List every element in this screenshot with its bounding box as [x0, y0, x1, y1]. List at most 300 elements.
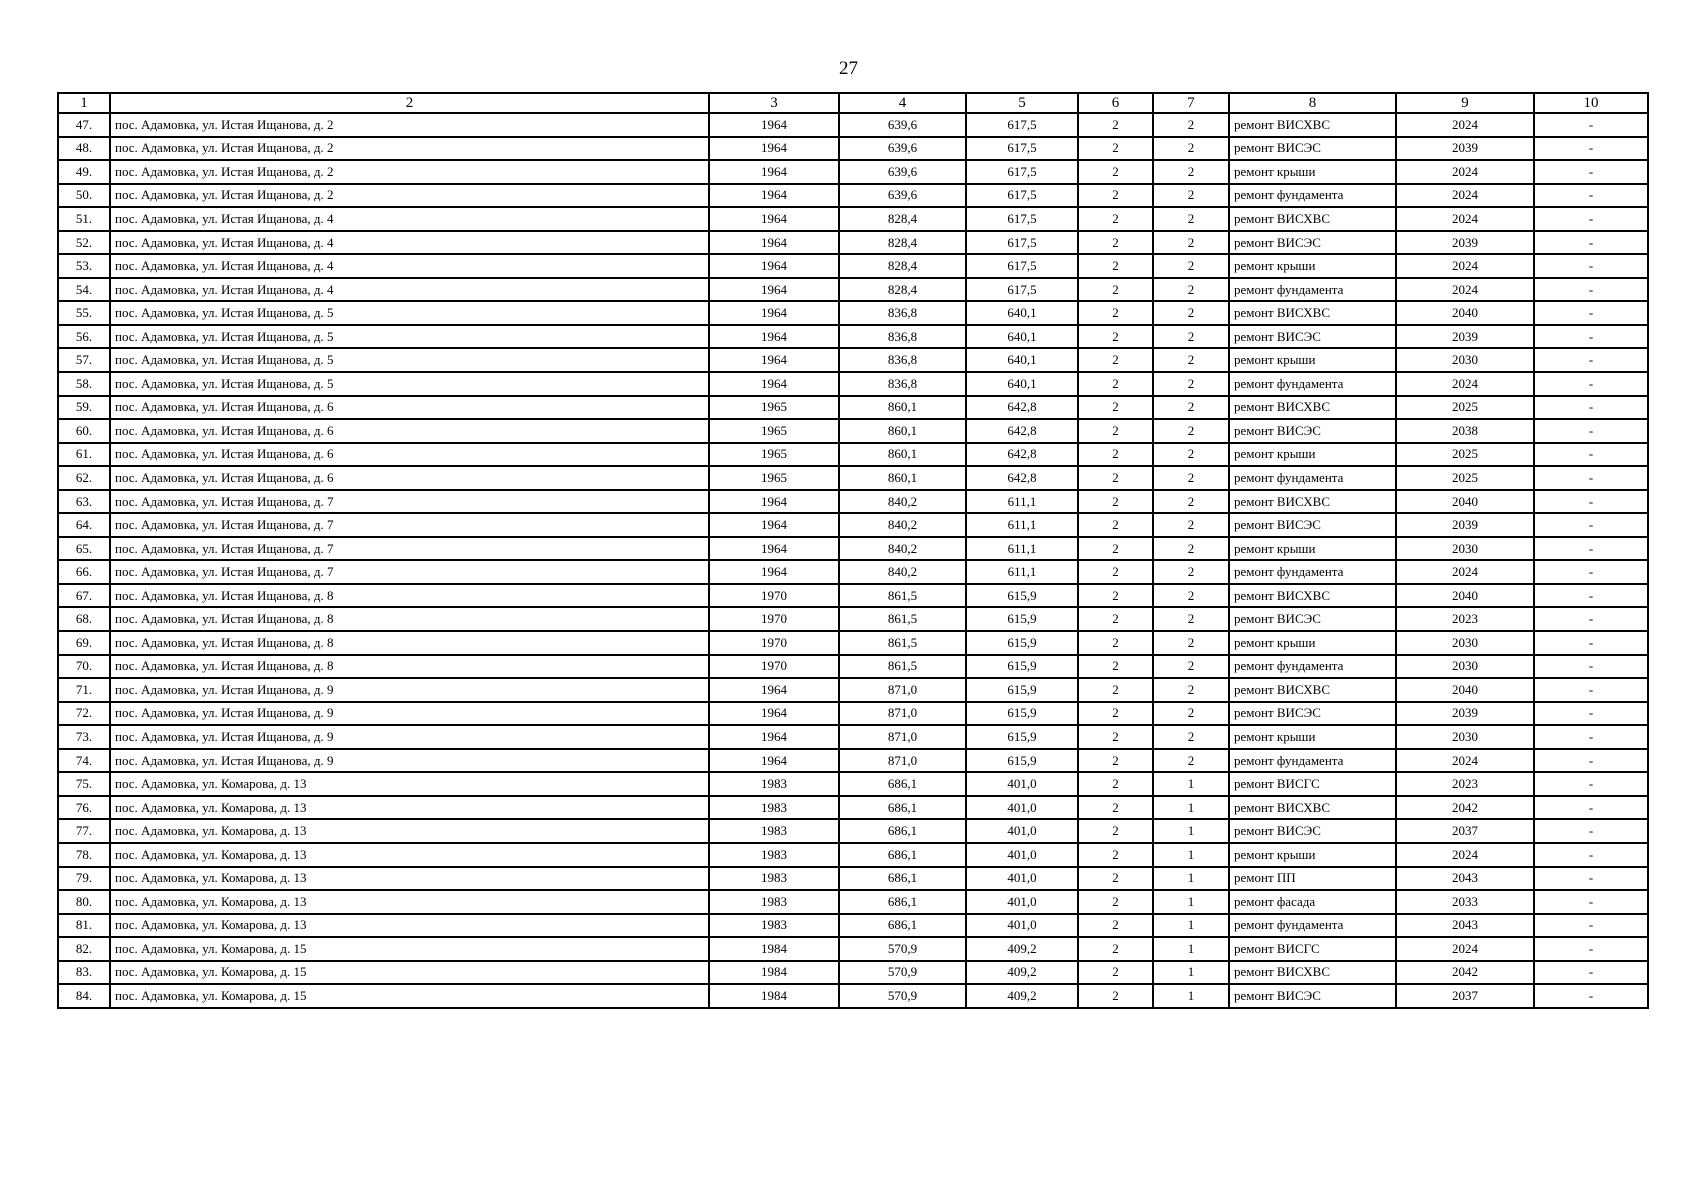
total-area-cell: 871,0	[839, 725, 966, 749]
entrances-cell: 2	[1153, 466, 1229, 490]
table-row	[58, 348, 1648, 372]
work-type-cell: ремонт крыши	[1229, 443, 1396, 467]
row-number-cell: 49.	[58, 160, 110, 184]
total-area-cell: 686,1	[839, 843, 966, 867]
floors-cell: 2	[1078, 184, 1153, 208]
column-header-9: 9	[1396, 93, 1534, 113]
note-cell: -	[1534, 254, 1648, 278]
table-row	[58, 325, 1648, 349]
note-cell: -	[1534, 513, 1648, 537]
table-row	[58, 702, 1648, 726]
note-cell: -	[1534, 796, 1648, 820]
living-area-cell: 615,9	[966, 702, 1078, 726]
living-area-cell: 401,0	[966, 843, 1078, 867]
note-cell: -	[1534, 207, 1648, 231]
living-area-cell: 615,9	[966, 678, 1078, 702]
total-area-cell: 836,8	[839, 348, 966, 372]
total-area-cell: 840,2	[839, 537, 966, 561]
row-number-cell: 55.	[58, 301, 110, 325]
entrances-cell: 2	[1153, 254, 1229, 278]
work-type-cell: ремонт ВИСЭС	[1229, 984, 1396, 1008]
living-area-cell: 615,9	[966, 607, 1078, 631]
planned-year-cell: 2024	[1396, 372, 1534, 396]
living-area-cell: 615,9	[966, 584, 1078, 608]
floors-cell: 2	[1078, 254, 1153, 278]
floors-cell: 2	[1078, 560, 1153, 584]
work-type-cell: ремонт крыши	[1229, 160, 1396, 184]
living-area-cell: 617,5	[966, 207, 1078, 231]
work-type-cell: ремонт ВИСЭС	[1229, 819, 1396, 843]
address-cell: пос. Адамовка, ул. Истая Ищанова, д. 8	[110, 631, 709, 655]
floors-cell: 2	[1078, 819, 1153, 843]
build-year-cell: 1970	[709, 607, 839, 631]
planned-year-cell: 2039	[1396, 325, 1534, 349]
column-header-3: 3	[709, 93, 839, 113]
build-year-cell: 1964	[709, 207, 839, 231]
table-row	[58, 843, 1648, 867]
planned-year-cell: 2025	[1396, 466, 1534, 490]
work-type-cell: ремонт ВИСХВС	[1229, 961, 1396, 985]
work-type-cell: ремонт ПП	[1229, 867, 1396, 891]
build-year-cell: 1964	[709, 254, 839, 278]
total-area-cell: 860,1	[839, 466, 966, 490]
planned-year-cell: 2040	[1396, 678, 1534, 702]
column-header-2: 2	[110, 93, 709, 113]
address-cell: пос. Адамовка, ул. Комарова, д. 13	[110, 796, 709, 820]
floors-cell: 2	[1078, 678, 1153, 702]
total-area-cell: 871,0	[839, 678, 966, 702]
living-area-cell: 642,8	[966, 443, 1078, 467]
entrances-cell: 1	[1153, 914, 1229, 938]
living-area-cell: 617,5	[966, 113, 1078, 137]
table-row	[58, 796, 1648, 820]
address-cell: пос. Адамовка, ул. Комарова, д. 15	[110, 961, 709, 985]
entrances-cell: 2	[1153, 301, 1229, 325]
entrances-cell: 1	[1153, 843, 1229, 867]
row-number-cell: 71.	[58, 678, 110, 702]
total-area-cell: 686,1	[839, 914, 966, 938]
table-row	[58, 607, 1648, 631]
work-type-cell: ремонт крыши	[1229, 631, 1396, 655]
page-number: 27	[839, 58, 858, 79]
build-year-cell: 1983	[709, 867, 839, 891]
work-type-cell: ремонт фасада	[1229, 890, 1396, 914]
total-area-cell: 836,8	[839, 301, 966, 325]
planned-year-cell: 2033	[1396, 890, 1534, 914]
row-number-cell: 80.	[58, 890, 110, 914]
total-area-cell: 840,2	[839, 560, 966, 584]
entrances-cell: 2	[1153, 513, 1229, 537]
row-number-cell: 84.	[58, 984, 110, 1008]
row-number-cell: 58.	[58, 372, 110, 396]
table-row	[58, 914, 1648, 938]
note-cell: -	[1534, 655, 1648, 679]
work-type-cell: ремонт ВИСХВС	[1229, 678, 1396, 702]
total-area-cell: 836,8	[839, 372, 966, 396]
work-type-cell: ремонт ВИСХВС	[1229, 396, 1396, 420]
address-cell: пос. Адамовка, ул. Истая Ищанова, д. 7	[110, 513, 709, 537]
floors-cell: 2	[1078, 207, 1153, 231]
note-cell: -	[1534, 678, 1648, 702]
build-year-cell: 1983	[709, 772, 839, 796]
work-type-cell: ремонт ВИСЭС	[1229, 325, 1396, 349]
work-type-cell: ремонт ВИСХВС	[1229, 584, 1396, 608]
row-number-cell: 57.	[58, 348, 110, 372]
work-type-cell: ремонт ВИСГС	[1229, 772, 1396, 796]
column-header-4: 4	[839, 93, 966, 113]
row-number-cell: 59.	[58, 396, 110, 420]
build-year-cell: 1964	[709, 348, 839, 372]
table-row	[58, 725, 1648, 749]
note-cell: -	[1534, 184, 1648, 208]
entrances-cell: 2	[1153, 325, 1229, 349]
note-cell: -	[1534, 914, 1648, 938]
total-area-cell: 639,6	[839, 113, 966, 137]
note-cell: -	[1534, 419, 1648, 443]
build-year-cell: 1984	[709, 937, 839, 961]
note-cell: -	[1534, 466, 1648, 490]
table-row	[58, 890, 1648, 914]
row-number-cell: 81.	[58, 914, 110, 938]
floors-cell: 2	[1078, 914, 1153, 938]
floors-cell: 2	[1078, 348, 1153, 372]
planned-year-cell: 2024	[1396, 113, 1534, 137]
planned-year-cell: 2030	[1396, 348, 1534, 372]
planned-year-cell: 2030	[1396, 655, 1534, 679]
entrances-cell: 2	[1153, 678, 1229, 702]
floors-cell: 2	[1078, 513, 1153, 537]
planned-year-cell: 2023	[1396, 607, 1534, 631]
entrances-cell: 2	[1153, 348, 1229, 372]
address-cell: пос. Адамовка, ул. Истая Ищанова, д. 9	[110, 749, 709, 773]
note-cell: -	[1534, 325, 1648, 349]
note-cell: -	[1534, 984, 1648, 1008]
total-area-cell: 686,1	[839, 772, 966, 796]
living-area-cell: 611,1	[966, 560, 1078, 584]
address-cell: пос. Адамовка, ул. Истая Ищанова, д. 5	[110, 325, 709, 349]
address-cell: пос. Адамовка, ул. Истая Ищанова, д. 2	[110, 137, 709, 161]
living-area-cell: 640,1	[966, 348, 1078, 372]
total-area-cell: 840,2	[839, 490, 966, 514]
address-cell: пос. Адамовка, ул. Истая Ищанова, д. 4	[110, 207, 709, 231]
planned-year-cell: 2024	[1396, 160, 1534, 184]
total-area-cell: 570,9	[839, 937, 966, 961]
row-number-cell: 64.	[58, 513, 110, 537]
floors-cell: 2	[1078, 772, 1153, 796]
note-cell: -	[1534, 278, 1648, 302]
work-type-cell: ремонт ВИСХВС	[1229, 301, 1396, 325]
table-row	[58, 984, 1648, 1008]
floors-cell: 2	[1078, 490, 1153, 514]
build-year-cell: 1964	[709, 725, 839, 749]
entrances-cell: 2	[1153, 537, 1229, 561]
floors-cell: 2	[1078, 725, 1153, 749]
table-row	[58, 655, 1648, 679]
address-cell: пос. Адамовка, ул. Истая Ищанова, д. 8	[110, 584, 709, 608]
floors-cell: 2	[1078, 396, 1153, 420]
note-cell: -	[1534, 867, 1648, 891]
address-cell: пос. Адамовка, ул. Истая Ищанова, д. 7	[110, 490, 709, 514]
address-cell: пос. Адамовка, ул. Комарова, д. 13	[110, 914, 709, 938]
entrances-cell: 2	[1153, 655, 1229, 679]
work-type-cell: ремонт ВИСЭС	[1229, 702, 1396, 726]
total-area-cell: 828,4	[839, 207, 966, 231]
total-area-cell: 861,5	[839, 607, 966, 631]
table-row	[58, 254, 1648, 278]
build-year-cell: 1983	[709, 843, 839, 867]
build-year-cell: 1970	[709, 584, 839, 608]
note-cell: -	[1534, 490, 1648, 514]
build-year-cell: 1964	[709, 702, 839, 726]
table-row	[58, 160, 1648, 184]
row-number-cell: 48.	[58, 137, 110, 161]
floors-cell: 2	[1078, 631, 1153, 655]
planned-year-cell: 2024	[1396, 749, 1534, 773]
column-number-header-row	[58, 93, 1648, 113]
table-row	[58, 137, 1648, 161]
build-year-cell: 1970	[709, 655, 839, 679]
column-header-6: 6	[1078, 93, 1153, 113]
row-number-cell: 67.	[58, 584, 110, 608]
row-number-cell: 75.	[58, 772, 110, 796]
note-cell: -	[1534, 160, 1648, 184]
entrances-cell: 2	[1153, 631, 1229, 655]
address-cell: пос. Адамовка, ул. Истая Ищанова, д. 2	[110, 113, 709, 137]
work-type-cell: ремонт ВИСХВС	[1229, 113, 1396, 137]
entrances-cell: 2	[1153, 607, 1229, 631]
build-year-cell: 1970	[709, 631, 839, 655]
build-year-cell: 1964	[709, 537, 839, 561]
build-year-cell: 1964	[709, 231, 839, 255]
table-row	[58, 961, 1648, 985]
living-area-cell: 401,0	[966, 796, 1078, 820]
row-number-cell: 62.	[58, 466, 110, 490]
address-cell: пос. Адамовка, ул. Комарова, д. 15	[110, 937, 709, 961]
work-type-cell: ремонт фундамента	[1229, 278, 1396, 302]
entrances-cell: 2	[1153, 702, 1229, 726]
address-cell: пос. Адамовка, ул. Истая Ищанова, д. 7	[110, 560, 709, 584]
work-type-cell: ремонт ВИСХВС	[1229, 490, 1396, 514]
total-area-cell: 828,4	[839, 278, 966, 302]
build-year-cell: 1965	[709, 396, 839, 420]
living-area-cell: 617,5	[966, 160, 1078, 184]
work-type-cell: ремонт фундамента	[1229, 560, 1396, 584]
note-cell: -	[1534, 348, 1648, 372]
row-number-cell: 66.	[58, 560, 110, 584]
column-header-5: 5	[966, 93, 1078, 113]
row-number-cell: 70.	[58, 655, 110, 679]
entrances-cell: 1	[1153, 772, 1229, 796]
table-row	[58, 207, 1648, 231]
floors-cell: 2	[1078, 984, 1153, 1008]
living-area-cell: 617,5	[966, 254, 1078, 278]
table-row	[58, 867, 1648, 891]
entrances-cell: 2	[1153, 419, 1229, 443]
planned-year-cell: 2024	[1396, 560, 1534, 584]
note-cell: -	[1534, 937, 1648, 961]
total-area-cell: 871,0	[839, 702, 966, 726]
address-cell: пос. Адамовка, ул. Истая Ищанова, д. 5	[110, 301, 709, 325]
planned-year-cell: 2024	[1396, 254, 1534, 278]
work-type-cell: ремонт крыши	[1229, 254, 1396, 278]
table-row	[58, 749, 1648, 773]
build-year-cell: 1964	[709, 184, 839, 208]
total-area-cell: 840,2	[839, 513, 966, 537]
note-cell: -	[1534, 443, 1648, 467]
table-row	[58, 113, 1648, 137]
living-area-cell: 409,2	[966, 937, 1078, 961]
work-type-cell: ремонт ВИСЭС	[1229, 419, 1396, 443]
entrances-cell: 2	[1153, 443, 1229, 467]
build-year-cell: 1964	[709, 301, 839, 325]
total-area-cell: 686,1	[839, 867, 966, 891]
table-row	[58, 560, 1648, 584]
address-cell: пос. Адамовка, ул. Комарова, д. 13	[110, 890, 709, 914]
floors-cell: 2	[1078, 843, 1153, 867]
address-cell: пос. Адамовка, ул. Комарова, д. 13	[110, 819, 709, 843]
build-year-cell: 1983	[709, 914, 839, 938]
floors-cell: 2	[1078, 890, 1153, 914]
living-area-cell: 617,5	[966, 184, 1078, 208]
build-year-cell: 1964	[709, 560, 839, 584]
living-area-cell: 615,9	[966, 631, 1078, 655]
entrances-cell: 2	[1153, 207, 1229, 231]
entrances-cell: 2	[1153, 396, 1229, 420]
work-type-cell: ремонт крыши	[1229, 348, 1396, 372]
build-year-cell: 1964	[709, 113, 839, 137]
planned-year-cell: 2025	[1396, 396, 1534, 420]
entrances-cell: 1	[1153, 890, 1229, 914]
total-area-cell: 861,5	[839, 584, 966, 608]
address-cell: пос. Адамовка, ул. Истая Ищанова, д. 5	[110, 372, 709, 396]
total-area-cell: 686,1	[839, 890, 966, 914]
table-row	[58, 419, 1648, 443]
note-cell: -	[1534, 137, 1648, 161]
row-number-cell: 47.	[58, 113, 110, 137]
entrances-cell: 1	[1153, 984, 1229, 1008]
row-number-cell: 78.	[58, 843, 110, 867]
work-type-cell: ремонт фундамента	[1229, 184, 1396, 208]
planned-year-cell: 2042	[1396, 796, 1534, 820]
living-area-cell: 401,0	[966, 867, 1078, 891]
entrances-cell: 2	[1153, 184, 1229, 208]
planned-year-cell: 2039	[1396, 231, 1534, 255]
living-area-cell: 642,8	[966, 419, 1078, 443]
note-cell: -	[1534, 819, 1648, 843]
note-cell: -	[1534, 843, 1648, 867]
build-year-cell: 1984	[709, 961, 839, 985]
living-area-cell: 640,1	[966, 301, 1078, 325]
floors-cell: 2	[1078, 466, 1153, 490]
build-year-cell: 1964	[709, 137, 839, 161]
table-row	[58, 443, 1648, 467]
planned-year-cell: 2039	[1396, 137, 1534, 161]
entrances-cell: 2	[1153, 160, 1229, 184]
build-year-cell: 1984	[709, 984, 839, 1008]
entrances-cell: 2	[1153, 490, 1229, 514]
floors-cell: 2	[1078, 419, 1153, 443]
planned-year-cell: 2038	[1396, 419, 1534, 443]
work-type-cell: ремонт ВИСЭС	[1229, 607, 1396, 631]
note-cell: -	[1534, 113, 1648, 137]
floors-cell: 2	[1078, 325, 1153, 349]
build-year-cell: 1983	[709, 890, 839, 914]
entrances-cell: 1	[1153, 937, 1229, 961]
total-area-cell: 570,9	[839, 961, 966, 985]
living-area-cell: 409,2	[966, 984, 1078, 1008]
work-type-cell: ремонт фундамента	[1229, 749, 1396, 773]
build-year-cell: 1964	[709, 372, 839, 396]
row-number-cell: 63.	[58, 490, 110, 514]
entrances-cell: 2	[1153, 137, 1229, 161]
work-type-cell: ремонт ВИСХВС	[1229, 207, 1396, 231]
address-cell: пос. Адамовка, ул. Истая Ищанова, д. 6	[110, 443, 709, 467]
table-row	[58, 537, 1648, 561]
address-cell: пос. Адамовка, ул. Истая Ищанова, д. 8	[110, 655, 709, 679]
living-area-cell: 409,2	[966, 961, 1078, 985]
address-cell: пос. Адамовка, ул. Истая Ищанова, д. 2	[110, 160, 709, 184]
build-year-cell: 1964	[709, 678, 839, 702]
total-area-cell: 836,8	[839, 325, 966, 349]
living-area-cell: 611,1	[966, 490, 1078, 514]
floors-cell: 2	[1078, 702, 1153, 726]
table-row	[58, 301, 1648, 325]
living-area-cell: 642,8	[966, 466, 1078, 490]
work-type-cell: ремонт фундамента	[1229, 914, 1396, 938]
build-year-cell: 1964	[709, 325, 839, 349]
build-year-cell: 1964	[709, 160, 839, 184]
table-row	[58, 466, 1648, 490]
build-year-cell: 1965	[709, 419, 839, 443]
planned-year-cell: 2030	[1396, 725, 1534, 749]
total-area-cell: 860,1	[839, 443, 966, 467]
entrances-cell: 2	[1153, 231, 1229, 255]
work-type-cell: ремонт ВИСЭС	[1229, 231, 1396, 255]
floors-cell: 2	[1078, 655, 1153, 679]
living-area-cell: 640,1	[966, 372, 1078, 396]
total-area-cell: 686,1	[839, 819, 966, 843]
planned-year-cell: 2024	[1396, 184, 1534, 208]
row-number-cell: 77.	[58, 819, 110, 843]
living-area-cell: 617,5	[966, 278, 1078, 302]
planned-year-cell: 2039	[1396, 513, 1534, 537]
address-cell: пос. Адамовка, ул. Истая Ищанова, д. 4	[110, 254, 709, 278]
floors-cell: 2	[1078, 278, 1153, 302]
table-row	[58, 490, 1648, 514]
planned-year-cell: 2037	[1396, 984, 1534, 1008]
table-row	[58, 678, 1648, 702]
entrances-cell: 2	[1153, 560, 1229, 584]
entrances-cell: 2	[1153, 278, 1229, 302]
work-type-cell: ремонт крыши	[1229, 537, 1396, 561]
address-cell: пос. Адамовка, ул. Истая Ищанова, д. 8	[110, 607, 709, 631]
total-area-cell: 639,6	[839, 160, 966, 184]
total-area-cell: 639,6	[839, 137, 966, 161]
entrances-cell: 1	[1153, 819, 1229, 843]
floors-cell: 2	[1078, 961, 1153, 985]
table-row	[58, 278, 1648, 302]
work-type-cell: ремонт фундамента	[1229, 655, 1396, 679]
total-area-cell: 871,0	[839, 749, 966, 773]
floors-cell: 2	[1078, 607, 1153, 631]
build-year-cell: 1983	[709, 819, 839, 843]
planned-year-cell: 2023	[1396, 772, 1534, 796]
living-area-cell: 617,5	[966, 137, 1078, 161]
address-cell: пос. Адамовка, ул. Истая Ищанова, д. 2	[110, 184, 709, 208]
address-cell: пос. Адамовка, ул. Истая Ищанова, д. 7	[110, 537, 709, 561]
address-cell: пос. Адамовка, ул. Комарова, д. 13	[110, 843, 709, 867]
address-cell: пос. Адамовка, ул. Комарова, д. 13	[110, 772, 709, 796]
